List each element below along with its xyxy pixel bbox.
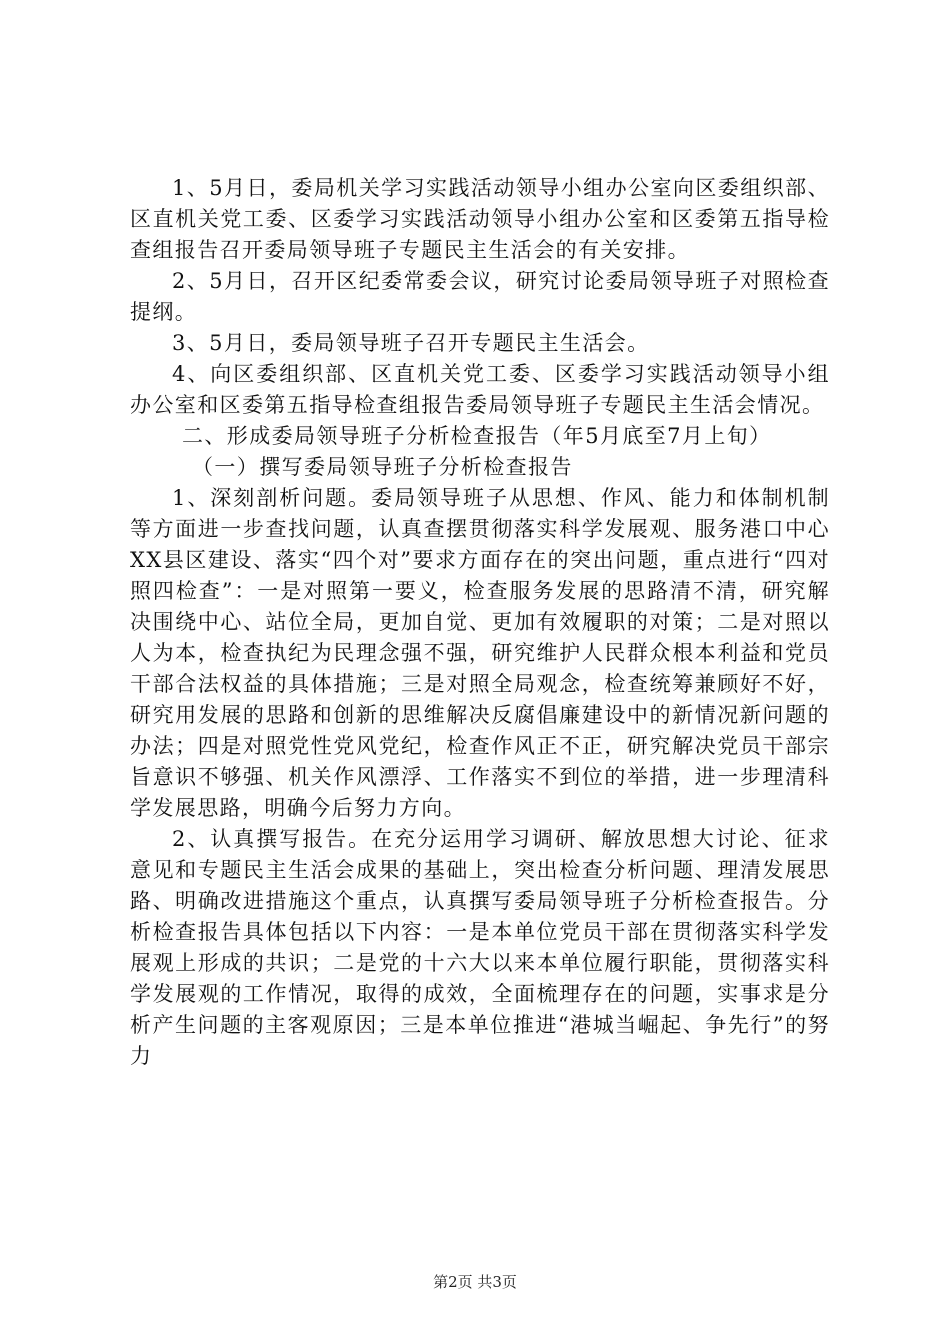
paragraph-democratic-life-meeting: 3、5月日，委局领导班子召开专题民主生活会。 xyxy=(172,331,650,355)
paragraph-committee-meeting: 2、5月日，召开区纪委常委会议，研究讨论委局领导班子对照检查提纲。 xyxy=(130,269,830,324)
document-body xyxy=(130,173,830,1072)
paragraph-meeting-report: 4、向区委组织部、区直机关党工委、区委学习实践活动领导小组办公室和区委第五指导检查组报告委局领导班子专题民主生活会情况。 xyxy=(130,362,830,417)
paragraph-analyze-problems: 1、深刻剖析问题。委局领导班子从思想、作风、能力和体制机制等方面进一步查找问题，认真查摆贯彻落实科学发展观、服务港口中心XX县区建设、落实“四个对”要求方面存在的突出问题，重点进行“四对照四检查”：一是对照第一要义，检查服务发展的思路清不清，研究解决围绕中心、站位全局，更加自觉、更加有效履职的对策；二是对照以人为本，检查执纪为民理念强不强，研究维护人民群众根本利益和党员干部合法权益的具体措施；三是对照全局观念，检查统筹兼顾好不好，研究用发展的思路和创新的思维解决反腐倡廉建设中的新情况新问题的办法；四是对照党性党风党纪，检查作风正不正，研究解决党员干部宗旨意识不够强、机关作风漂浮、工作落实不到位的举措，进一步理清科学发展思路，明确今后努力方向。 xyxy=(130,486,830,820)
subsection-heading-write-report: （一）撰写委局领导班子分析检查报告 xyxy=(192,455,573,479)
page-number-footer: 第2页 共3页 xyxy=(433,1273,517,1291)
section-heading-analysis-report: 二、形成委局领导班子分析检查报告（年5月底至7月上旬） xyxy=(182,424,772,448)
paragraph-arrangement-report: 1、5月日，委局机关学习实践活动领导小组办公室向区委组织部、区直机关党工委、区委学习实践活动领导小组办公室和区委第五指导检查组报告召开委局领导班子专题民主生活会的有关安排。 xyxy=(130,176,830,262)
paragraph-write-report: 2、认真撰写报告。在充分运用学习调研、解放思想大讨论、征求意见和专题民主生活会成果的基础上，突出检查分析问题、理清发展思路、明确改进措施这个重点，认真撰写委局领导班子分析检查报告。分析检查报告具体包括以下内容：一是本单位党员干部在贯彻落实科学发展观上形成的共识；二是党的十六大以来本单位履行职能，贯彻落实科学发展观的工作情况，取得的成效，全面梳理存在的问题，实事求是分析产生问题的主客观原因；三是本单位推进“港城当崛起、争先行”的努力 xyxy=(130,827,830,1068)
